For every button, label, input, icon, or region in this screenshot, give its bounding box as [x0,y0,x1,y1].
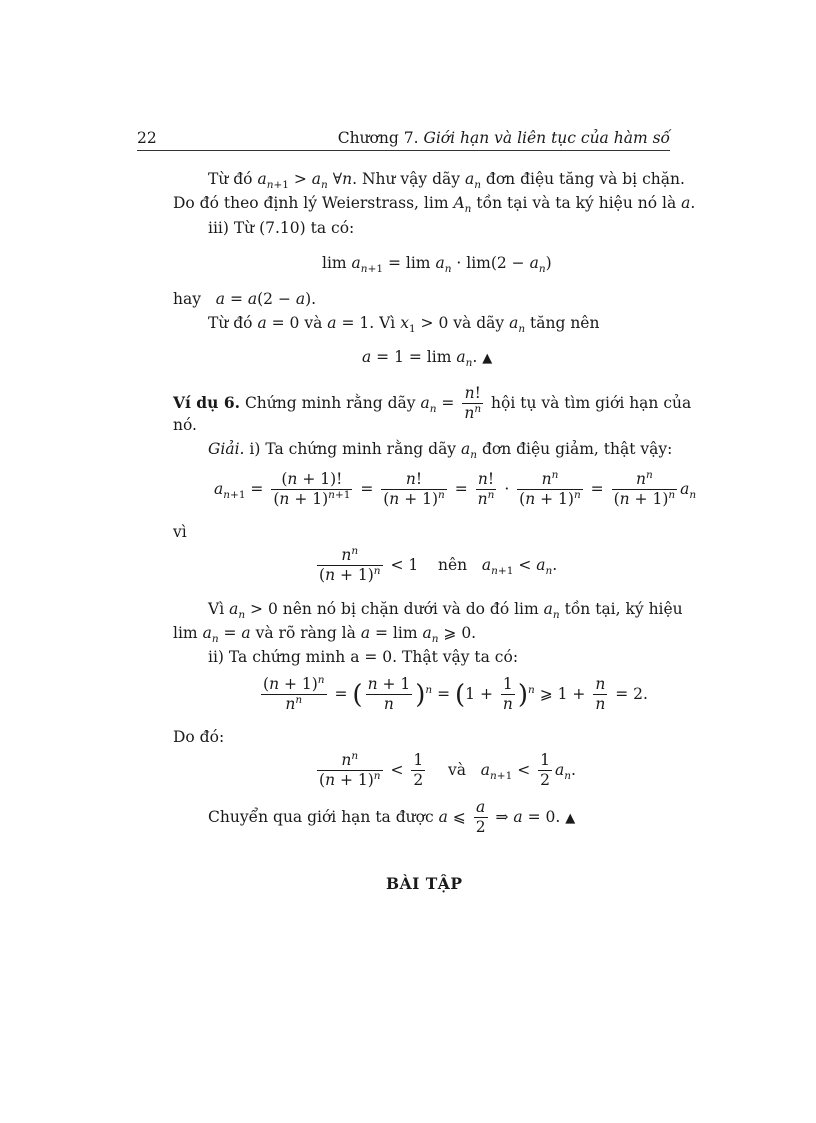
paragraph: ii) Ta chứng minh a = 0. Thật vậy ta có: [208,648,519,666]
chapter-number: Chương 7. [337,129,419,147]
paragraph: Chuyển qua giới hạn ta được a ⩽ $\frac{a}{2}$ ⇒ a = 0. ▲ [208,798,576,837]
equation: $\frac{(n + 1)^n}{n^n}$ = ( $\frac{n + 1}{n}$ )$^n$ = (1 + $\frac{1}{n}$ )$^n$ ⩾ 1 + $\frac{n}{n}$ = 2. [263,674,648,714]
equation: $\frac{n^n}{(n + 1)^n}$ < $\frac{1}{2}$ và $a_{n+1}$ < $\frac{1}{2}$ $a_n$. [319,750,576,790]
equation: $\lim a_{n+1} = \lim a_n \cdot \lim(2 - a_n)$ [322,254,552,275]
paragraph: vì [173,523,187,541]
header-rule [137,150,670,151]
equation: $a = 1 = \lim a_n$. ▲ [362,348,493,369]
example-heading: Ví dụ 6. Chứng minh rằng dãy $a_n$ = $\frac{n!}{n^n}$ hội tụ và tìm giới hạn của [173,384,692,423]
paragraph: Giải. i) Ta chứng minh rằng dãy $a_n$ đơn điệu giảm, thật vậy: [208,440,673,461]
equation: $a_{n+1}$ = $\frac{(n + 1)!}{(n + 1)^{n+1}}$ = $\frac{n!}{(n + 1)^n}$ = $\frac{n!}{n^n}$ · $\frac{n^n}{(n + 1)^n}$ = $\frac{n^n}{(n + 1)^n}$ $a_n$ [214,469,697,509]
end-proof-triangle: ▲ [565,810,576,826]
paragraph: hay a = a(2 − a). [173,290,317,308]
section-heading: BÀI TẬP [386,874,463,893]
paragraph: Do đó theo định lý Weierstrass, $\lim A_n$ tồn tại và ta ký hiệu nó là a. [173,194,696,215]
page-number: 22 [137,129,157,147]
paragraph: iii) Từ (7.10) ta có: [208,219,355,237]
paragraph: Từ đó $a_{n+1} > a_n$ ∀n. Như vậy dãy $a_n$ đơn điệu tăng và bị chặn. [208,170,685,191]
chapter-title: Giới hạn và liên tục của hàm số [423,129,670,147]
paragraph: Từ đó a = 0 và a = 1. Vì $x_1 > 0$ và dãy $a_n$ tăng nên [208,314,600,335]
equation: $\frac{n^n}{(n + 1)^n}$ < 1 nên $a_{n+1} < a_n$. [319,545,558,585]
paragraph: Vì $a_n > 0$ nên nó bị chặn dưới và do đó $\lim a_n$ tồn tại, ký hiệu [208,600,683,621]
running-header [338,131,670,147]
paragraph: $\lim a_n = a$ và rõ ràng là $a = \lim a_n$ ⩾ 0. [173,624,477,645]
end-proof-triangle: ▲ [482,351,493,366]
paragraph: Do đó: [173,728,225,746]
paragraph: nó. [173,416,197,434]
